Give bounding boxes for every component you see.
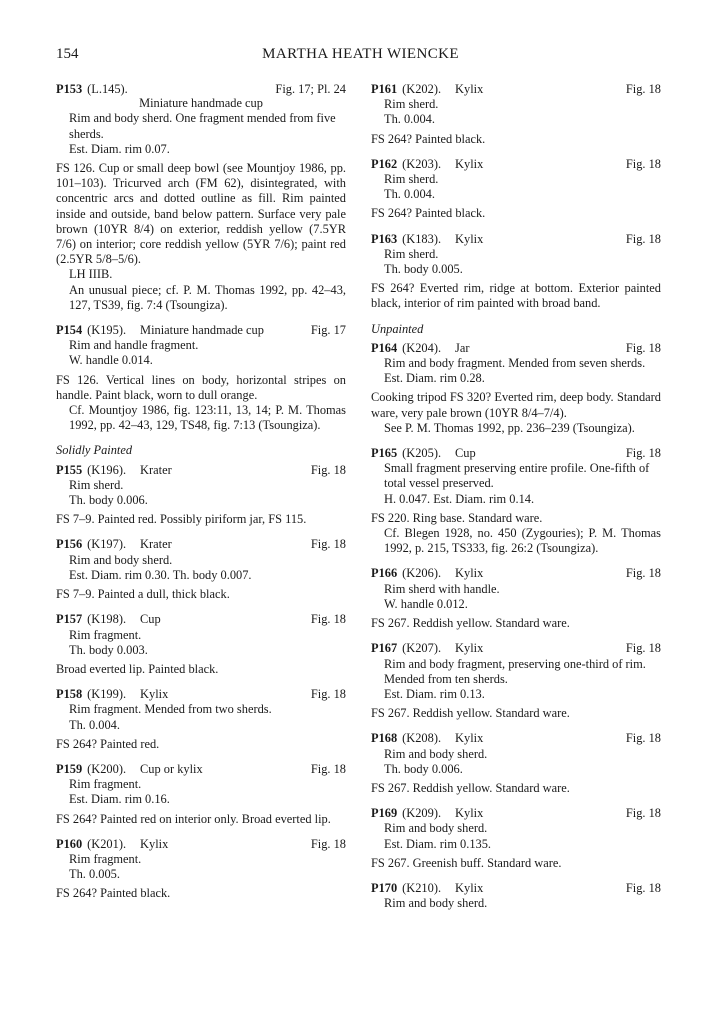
figure-reference: Fig. 18	[625, 806, 661, 821]
entry-description	[384, 247, 661, 277]
entry-heading	[371, 232, 661, 247]
entry-description	[384, 356, 661, 386]
section-label: Unpainted	[371, 321, 424, 336]
description-line: W. handle 0.014.	[69, 353, 153, 368]
catalog-entry	[56, 762, 346, 827]
commentary-paragraph: FS 264? Painted black.	[56, 886, 171, 901]
description-line: Small fragment preserving entire profile. One-fifth of total vessel preserved.	[384, 461, 650, 491]
figure-reference: Fig. 18	[310, 462, 346, 477]
commentary-paragraph: FS 267. Reddish yellow. Standard ware.	[371, 616, 570, 631]
entry-description	[384, 747, 661, 777]
vessel-shape: Kylix	[455, 731, 484, 746]
entry-heading	[56, 612, 346, 627]
description-line: Th. body 0.006.	[69, 493, 148, 508]
inventory-number: (K199).	[87, 687, 127, 702]
description-line: Est. Diam. rim 0.30. Th. body 0.007.	[69, 567, 252, 582]
description-line: Th. 0.004.	[69, 717, 120, 732]
description-line: Rim fragment.	[69, 777, 142, 792]
entry-commentary	[56, 512, 346, 527]
commentary-note: Cf. Blegen 1928, no. 450 (Zygouries); P. M. Thomas 1992, p. 215, TS333, fig. 26:2 (Tsoungiza).	[384, 526, 661, 556]
description-line: Est. Diam. rim 0.07.	[69, 141, 170, 156]
commentary-note: Cf. Mountjoy 1986, fig. 123:11, 13, 14; P. M. Thomas 1992, pp. 42–43, 129, TS48, fig. 7:13 (Tsoungiza).	[69, 403, 346, 433]
entry-heading-left	[56, 612, 161, 627]
left-column	[56, 82, 346, 912]
right-column	[371, 82, 661, 921]
entry-description	[69, 111, 346, 157]
commentary-paragraph: FS 264? Painted black.	[371, 206, 486, 221]
commentary-paragraph: FS 126. Vertical lines on body, horizontal stripes on handle. Paint black, worn to dull orange.	[56, 372, 346, 402]
entry-heading	[371, 82, 661, 97]
vessel-shape: Jar	[455, 340, 470, 355]
inventory-number: (K195).	[87, 323, 127, 338]
inventory-number: (K197).	[87, 537, 127, 552]
catalog-number: P163	[371, 231, 398, 246]
entry-group	[56, 463, 346, 902]
vessel-shape: Kylix	[455, 880, 484, 895]
entry-heading-left	[371, 731, 483, 746]
entry-description	[384, 461, 661, 507]
commentary-paragraph: Broad everted lip. Painted black.	[56, 661, 219, 676]
catalog-number: P164	[371, 340, 398, 355]
inventory-number: (K206).	[402, 566, 442, 581]
entry-heading-left	[56, 537, 172, 552]
catalog-entry	[56, 612, 346, 677]
entry-heading-left	[56, 687, 168, 702]
entry-commentary	[56, 886, 346, 901]
catalog-number: P154	[56, 323, 83, 338]
commentary-note: See P. M. Thomas 1992, pp. 236–239 (Tsoungiza).	[384, 420, 635, 435]
inventory-number: (K198).	[87, 612, 127, 627]
commentary-note: LH IIIB.	[69, 267, 113, 282]
catalog-entry	[56, 323, 346, 433]
entry-heading	[56, 762, 346, 777]
entry-heading	[371, 446, 661, 461]
description-line: Rim and body sherd. One fragment mended from five sherds.	[69, 111, 336, 141]
catalog-entry	[371, 82, 661, 147]
entry-heading	[371, 566, 661, 581]
figure-reference: Fig. 18	[310, 537, 346, 552]
inventory-number: (K210).	[402, 880, 442, 895]
entry-description	[384, 896, 661, 911]
vessel-shape: Krater	[140, 462, 172, 477]
description-line: Rim fragment.	[69, 627, 142, 642]
inventory-number: (K201).	[87, 836, 127, 851]
entry-description	[384, 582, 661, 612]
description-line: Th. 0.004.	[384, 187, 435, 202]
catalog-entry	[371, 806, 661, 871]
entry-commentary	[371, 781, 661, 796]
description-line: Rim and body fragment, preserving one-third of rim. Mended from ten sherds.	[384, 656, 646, 686]
entry-heading-left	[371, 341, 470, 356]
figure-reference: Fig. 18	[625, 731, 661, 746]
entry-commentary	[371, 616, 661, 631]
inventory-number: (K208).	[402, 731, 442, 746]
catalog-number: P158	[56, 687, 83, 702]
entry-commentary	[371, 206, 661, 221]
commentary-paragraph: FS 264? Everted rim, ridge at bottom. Exterior painted black, interior of rim painted with broad band.	[371, 281, 661, 311]
commentary-paragraph: FS 264? Painted black.	[371, 131, 486, 146]
description-line: Est. Diam. rim 0.16.	[69, 792, 170, 807]
page-number: 154	[56, 46, 79, 62]
commentary-paragraph: FS 126. Cup or small deep bowl (see Mountjoy 1986, pp. 101–103). Tricurved arch (FM 62), disintegrated, with concentric arcs and dotted outline as fill. Rim painted inside and outside, band below pattern. Surface very pale brown (10YR 8/4) on exterior, reddish yellow (7.5YR 7/6) on interior; core reddish yellow (5YR 7/6); paint red (2.5YR 5/8–5/6).	[56, 161, 346, 267]
vessel-shape: Kylix	[140, 687, 169, 702]
description-line: Rim and handle fragment.	[69, 338, 199, 353]
entry-heading	[371, 806, 661, 821]
entry-description	[384, 172, 661, 202]
commentary-paragraph: FS 7–9. Painted a dull, thick black.	[56, 587, 230, 602]
figure-reference: Fig. 18	[625, 641, 661, 656]
inventory-number: (K203).	[402, 156, 442, 171]
entry-description	[69, 553, 346, 583]
description-line: Rim sherd.	[384, 172, 439, 187]
catalog-number: P161	[371, 82, 398, 96]
catalog-number: P155	[56, 462, 83, 477]
vessel-shape: Kylix	[455, 82, 484, 96]
description-line: Rim sherd.	[384, 97, 439, 112]
entry-description	[69, 852, 346, 882]
inventory-number: (K209).	[402, 806, 442, 821]
entry-heading-left	[371, 157, 483, 172]
catalog-number: P156	[56, 537, 83, 552]
figure-reference: Fig. 18	[310, 836, 346, 851]
figure-reference: Fig. 18	[625, 231, 661, 246]
description-line: Th. body 0.003.	[69, 642, 148, 657]
inventory-number: (K202).	[402, 82, 442, 96]
entry-commentary	[371, 511, 661, 557]
entry-group	[56, 82, 346, 433]
entry-group	[371, 341, 661, 912]
description-line: Rim sherd with handle.	[384, 581, 500, 596]
entry-heading	[56, 82, 346, 97]
catalog-number: P159	[56, 761, 83, 776]
entry-heading-left	[371, 446, 476, 461]
entry-commentary	[56, 737, 346, 752]
vessel-shape: Kylix	[455, 156, 484, 171]
description-line: Est. Diam. rim 0.135.	[384, 836, 492, 851]
entry-heading	[371, 731, 661, 746]
description-line: Rim sherd.	[384, 246, 439, 261]
vessel-shape: Kylix	[455, 806, 484, 821]
entry-heading	[56, 687, 346, 702]
catalog-entry	[371, 566, 661, 631]
entry-description	[69, 702, 346, 732]
entry-description	[384, 821, 661, 851]
vessel-shape: Kylix	[455, 231, 484, 246]
figure-reference: Fig. 17	[310, 323, 346, 338]
running-head: MARTHA HEATH WIENCKE	[262, 46, 459, 62]
entry-heading-left	[56, 762, 203, 777]
entry-heading	[56, 537, 346, 552]
catalog-number: P170	[371, 880, 398, 895]
vessel-shape: Kylix	[455, 641, 484, 656]
entry-heading-left	[371, 82, 483, 97]
vessel-shape: Cup or kylix	[140, 761, 203, 776]
entry-heading-left	[56, 323, 264, 338]
catalog-number: P169	[371, 806, 398, 821]
figure-reference: Fig. 18	[625, 566, 661, 581]
catalog-entry	[371, 881, 661, 911]
catalog-number: P162	[371, 156, 398, 171]
description-line: W. handle 0.012.	[384, 596, 468, 611]
figure-reference: Fig. 17; Pl. 24	[275, 82, 346, 96]
commentary-paragraph: FS 264? Painted red on interior only. Broad everted lip.	[56, 811, 331, 826]
description-line: Th. 0.004.	[384, 112, 435, 127]
figure-reference: Fig. 18	[625, 340, 661, 355]
vessel-shape: Miniature handmade cup	[140, 323, 264, 338]
vessel-shape: Miniature handmade cup	[139, 96, 263, 111]
description-line: Th. body 0.005.	[384, 262, 463, 277]
description-line: Rim and body sherd.	[384, 746, 488, 761]
entry-description	[69, 777, 346, 807]
entry-heading	[56, 323, 346, 338]
entry-commentary	[56, 373, 346, 434]
figure-reference: Fig. 18	[625, 880, 661, 895]
vessel-shape: Krater	[140, 537, 172, 552]
figure-reference: Fig. 18	[625, 82, 661, 96]
description-line: Rim sherd.	[69, 477, 124, 492]
entry-commentary	[371, 856, 661, 871]
inventory-number: (K205).	[402, 446, 442, 461]
description-line: Rim and body fragment. Mended from seven sherds.	[384, 356, 646, 371]
catalog-entry	[56, 463, 346, 528]
entry-heading	[371, 341, 661, 356]
entry-commentary	[56, 587, 346, 602]
description-line: Rim and body sherd.	[69, 552, 173, 567]
entry-commentary	[56, 161, 346, 313]
entry-heading	[56, 463, 346, 478]
entry-heading-left	[371, 806, 483, 821]
entry-heading-left	[56, 463, 172, 478]
entry-heading	[371, 157, 661, 172]
entry-group	[371, 82, 661, 312]
entry-commentary	[56, 812, 346, 827]
entry-heading-left	[371, 881, 483, 896]
catalog-number: P160	[56, 836, 83, 851]
entry-commentary	[371, 281, 661, 311]
entry-heading-left	[371, 566, 483, 581]
vessel-shape: Cup	[455, 446, 476, 461]
catalog-number: P168	[371, 731, 398, 746]
commentary-paragraph: Cooking tripod FS 320? Everted rim, deep body. Standard ware, very pale brown (10YR 8/4–7/4).	[371, 390, 661, 420]
description-line: Est. Diam. rim 0.13.	[384, 686, 485, 701]
commentary-paragraph: FS 7–9. Painted red. Possibly piriform jar, FS 115.	[56, 512, 307, 527]
catalog-number: P167	[371, 641, 398, 656]
entry-commentary	[56, 662, 346, 677]
figure-reference: Fig. 18	[310, 612, 346, 627]
commentary-paragraph: FS 220. Ring base. Standard ware.	[371, 510, 543, 525]
catalog-entry	[56, 687, 346, 752]
entry-heading	[56, 837, 346, 852]
page-header	[56, 46, 665, 66]
description-line: Th. 0.005.	[69, 867, 120, 882]
inventory-number: (K204).	[402, 340, 442, 355]
entry-heading-left	[56, 837, 168, 852]
figure-reference: Fig. 18	[625, 446, 661, 461]
entry-commentary	[371, 706, 661, 721]
entry-heading-left	[56, 82, 128, 97]
inventory-number: (K196).	[87, 462, 127, 477]
entry-heading-left	[371, 641, 483, 656]
description-line: H. 0.047. Est. Diam. rim 0.14.	[384, 491, 535, 506]
catalog-number: P166	[371, 566, 398, 581]
catalog-entry	[56, 837, 346, 902]
vessel-shape: Kylix	[455, 566, 484, 581]
catalog-entry	[371, 731, 661, 796]
entry-heading	[371, 881, 661, 896]
entry-commentary	[371, 390, 661, 436]
vessel-shape: Kylix	[140, 836, 169, 851]
entry-description	[69, 338, 346, 368]
inventory-number: (K200).	[87, 761, 127, 776]
commentary-paragraph: FS 267. Reddish yellow. Standard ware.	[371, 706, 570, 721]
entry-heading-left	[371, 232, 483, 247]
description-line: Rim and body sherd.	[384, 821, 488, 836]
catalog-entry	[371, 232, 661, 312]
commentary-paragraph: FS 264? Painted red.	[56, 736, 160, 751]
catalog-entry	[371, 157, 661, 222]
entry-description	[69, 478, 346, 508]
commentary-paragraph: FS 267. Greenish buff. Standard ware.	[371, 855, 562, 870]
description-line: Rim fragment. Mended from two sherds.	[69, 702, 272, 717]
catalog-entry	[371, 446, 661, 556]
catalog-entry	[56, 82, 346, 313]
entry-description	[384, 97, 661, 127]
figure-reference: Fig. 18	[310, 687, 346, 702]
inventory-number: (L.145).	[87, 82, 128, 96]
description-line: Rim and body sherd.	[384, 896, 488, 911]
entry-commentary	[371, 132, 661, 147]
description-line: Rim fragment.	[69, 851, 142, 866]
commentary-note: An unusual piece; cf. P. M. Thomas 1992, pp. 42–43, 127, TS39, fig. 7:4 (Tsoungiza).	[69, 282, 346, 312]
catalog-number: P157	[56, 612, 83, 627]
catalog-entry	[371, 641, 661, 721]
inventory-number: (K183).	[402, 231, 442, 246]
inventory-number: (K207).	[402, 641, 442, 656]
description-line: Est. Diam. rim 0.28.	[384, 371, 485, 386]
catalog-number: P153	[56, 82, 83, 96]
catalog-entry	[56, 537, 346, 602]
section-label: Solidly Painted	[56, 443, 133, 458]
figure-reference: Fig. 18	[625, 156, 661, 171]
entry-description	[384, 657, 661, 703]
commentary-paragraph: FS 267. Reddish yellow. Standard ware.	[371, 780, 570, 795]
catalog-number: P165	[371, 446, 398, 461]
vessel-shape: Cup	[140, 612, 161, 627]
entry-description	[69, 628, 346, 658]
catalog-entry	[371, 341, 661, 436]
entry-heading	[371, 641, 661, 656]
figure-reference: Fig. 18	[310, 761, 346, 776]
description-line: Th. body 0.006.	[384, 761, 463, 776]
